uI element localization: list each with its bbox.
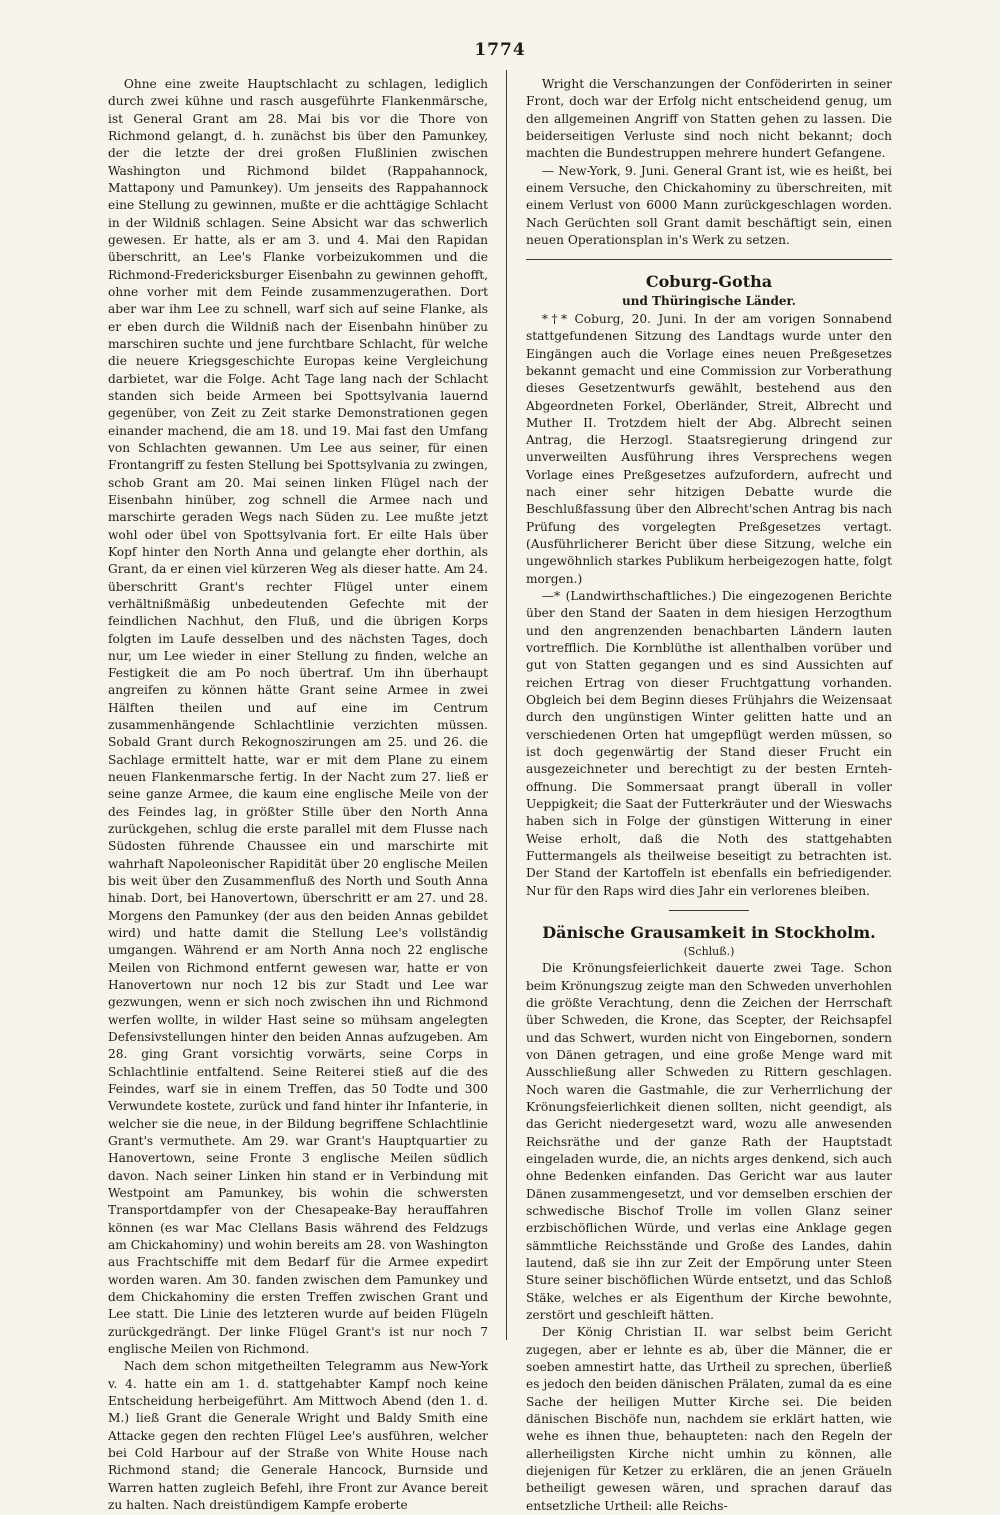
column-divider — [506, 70, 507, 1340]
section-subtitle-danish: (Schluß.) — [683, 945, 735, 959]
section-header-danish — [526, 923, 892, 958]
article-paragraph-grant-continued: Wright die Verschanzungen der Conföderirten in seiner Front, doch war der Erfolg nicht entscheidend genug, um den allgemeinen Angriff von Statten gehen zu lassen. Die beiderseitigen Verluste sind noch nicht bekannt; doch machten die Bundestruppen mehrere hundert Gefangene. — [526, 77, 892, 161]
section-rule-short — [669, 910, 749, 911]
article-paragraph-grant-2: Nach dem schon mitgetheilten Telegramm aus New-York v. 4. hatte ein am 1. d. stattgehabter Kampf noch keine Entscheidung herbeigeführt. Am Mittwoch Abend (den 1. d. M.) ließ Grant die Generale Wright und Baldy Smith eine Attacke gegen den rechten Flügel Lee's ausführen, welcher bei Cold Harbour auf der Straße von White House nach Richmond stand; die Generale Hancock, Burnside und Warren hatten zugleich Befehl, ihre Front zur Avance bereit zu halten. Nach dreistündigem Kampfe eroberte — [108, 1359, 488, 1512]
section-title-coburg: Coburg-Gotha — [645, 272, 773, 292]
article-paragraph-danish-1: Die Krönungsfeierlichkeit dauerte zwei Tage. Schon beim Krönungszug zeigte man den Schweden unverhohlen die größte Verachtung, denn die Zeichen der Herrschaft über Schweden, die Krone, das Scepter, der Reichsapfel und das Schwert, wurden nicht von Eingebornen, sondern von Dänen getragen, und eine große Menge ward mit Ausschließung aller Schweden zu Rittern geschlagen. Noch waren die Gastmahle, die zur Verherrlichung der Krönungsfeierlichkeit dienen sollten, nicht geendigt, als das Gericht niedergesetzt ward, wozu alle anwesenden Reichsräthe und der ganze Rath der Hauptstadt eingeladen wurde, die, an nichts arges denkend, sich auch ohne Bedenken einfanden. Das Gericht war aus lauter Dänen zusammengesetzt, und vor demselben erschien der schwedische Bischof Trolle im vollen Glanz seiner erzbischöflichen Würde, und verlas eine Anklage gegen sämmtliche Reichsstände und Große des Landes, dahin lautend, daß sie ihn zur Zeit der Empörung unter Steen Sture seiner bischöflichen Würde entsetzt, und das Schloß Stäke, welches er als Eigenthum der Kirche bewohnte, zerstört und geschleift hätten. — [526, 961, 892, 1322]
section-subtitle-coburg: und Thüringische Länder. — [622, 294, 796, 309]
left-column — [108, 76, 488, 1514]
article-paragraph-danish-2: Der König Christian II. war selbst beim Gericht zugegen, aber er lehnte es ab, über die Männer, die er soeben amnestirt hatte, das Urtheil zu sprechen, überließ es jedoch den beiden dänischen Prälaten, zumal da es eine Sache der heiligen Mutter Kirche sei. Die beiden dänischen Bischöfe nun, nachdem sie erklärt hatten, wie wehe es ihnen thue, behaupteten: nach den Regeln der allerheiligsten Kirche nicht umhin zu können, alle diejenigen für Ketzer zu erklären, die an jenen Gräueln betheiligt gewesen wären, und sprachen darauf das entsetzliche Urtheil: alle Reichs- — [526, 1325, 892, 1513]
section-title-danish: Dänische Grausamkeit in Stockholm. — [542, 923, 876, 943]
right-column — [526, 76, 892, 1515]
article-paragraph-new-york: — New-York, 9. Juni. General Grant ist, wie es heißt, bei einem Versuche, den Chickahominy zu überschreiten, mit einem Verlust von 6000 Mann zurückgeschlagen worden. Nach Gerüchten soll Grant damit beschäftigt sein, einen neuen Operationsplan in's Werk zu setzen. — [526, 163, 892, 247]
article-paragraph-coburg-1: *†* Coburg, 20. Juni. In der am vorigen Sonnabend stattgefundenen Sitzung des Landtags wurde unter den Eingängen auch die Vorlage eines neuen Preßgesetzes bekannt gemacht und eine Commission zur Vorberathung dieses Gesetzentwurfs gewählt, bestehend aus den Abgeordneten Forkel, Oberländer, Streit, Albrecht und Muther II. Trotzdem hielt der Abg. Albrecht seinen Antrag, die Herzogl. Staatsregierung dringend zur unverweilten Ausführung ihres Versprechens wegen Vorlage eines Preßgesetzes aufzufordern, aufrecht und nach einer sehr hitzigen Debatte wurde die Beschlußfassung über den Albrecht'schen Antrag bis nach Prüfung des vorgelegten Preßgesetzes vertagt. (Ausführlicherer Bericht über diese Sitzung, welche ein ungewöhnlich starkes Publikum herbeigezogen hatte, folgt morgen.) — [526, 311, 892, 586]
page-number: 1774 — [474, 40, 526, 60]
section-rule — [526, 259, 892, 260]
article-paragraph-grant-1: Ohne eine zweite Hauptschlacht zu schlagen, lediglich durch zwei kühne und rasch ausgeführte Flankenmärsche, ist General Grant am 28. Mai bis vor die Thore von Richmond gelangt, d. h. zunächst bis über den Pamunkey, der die letzte der drei großen Flußlinien zwischen Washington und Richmond bildet (Rappahannock, Mattapony und Pamunkey). Um jenseits des Rappahannock eine Stellung zu gewinnen, mußte er die achttägige Schlacht in der Wildniß schlagen. Seine Absicht war das schwerlich gewesen. Er hatte, als er am 3. und 4. Mai den Rapidan überschritt, an Lee's Flanke vorbeizukommen und die Richmond-Fredericksburger Eisenbahn zu gewinnen gehofft, ohne vorher mit dem Feinde zusammenzugerathen. Dort aber war ihm Lee zu schnell, warf sich auf seine Flanke, als er eben durch die Wildniß nach der Eisenbahn hinüber zu marschiren suchte und jene furchtbare Schlacht, für welche die neuere Kriegsgeschichte Europas keine Vergleichung darbietet, war die Folge. Acht Tage lang nach der Schlacht standen sich beide Armeen bei Spottsylvania lauernd gegenüber, von Zeit zu Zeit starke Demonstrationen gegen einander machend, die am 18. und 19. Mai fast den Umfang von Schlachten gewannen. Um Lee aus seiner, für einen Frontangriff zu festen Stellung bei Spottsylvania zu zwingen, schob Grant am 20. Mai seinen linken Flügel nach der Eisenbahn hinüber, zog schnell die Armee nach und marschirte geraden Wegs nach Süden zu. Lee mußte jetzt wohl oder übel von Spottsylvania fort. Er eilte Hals über Kopf hinter den North Anna und gelangte eher dorthin, als Grant, da er einen viel kürzeren Weg als dieser hatte. Am 24. überschritt Grant's rechter Flügel unter einem verhältnißmäßig unbedeutenden Gefechte mit der feindlichen Nachhut, den Fluß, und die übrigen Korps folgten im Laufe desselben und des nächsten Tages, doch nur, um Lee wieder in einer Stellung zu finden, welche an Festigkeit die am Po noch übertraf. Um ihn überhaupt angreifen zu können hätte Grant seine Armee in zwei Hälften theilen und auf eine im Centrum zusammenhängende Schlachtlinie verzichten müssen. Sobald Grant durch Rekognoszirungen am 25. und 26. die Sachlage ermittelt hatte, war er mit dem Plane zu einem neuen Flankenmarsche fertig. In der Nacht zum 27. ließ er seine ganze Armee, die kaum eine englische Meile von der des Feindes lag, in größter Stille über den North Anna zurückgehen, schlug die erste parallel mit dem Flusse nach Südosten führende Chaussee ein und marschirte mit wahrhaft Napoleonischer Rapidität über 20 englische Meilen bis weit über den Zusammenfluß des North und South Anna hinab. Dort, bei Hanovertown, überschritt er am 27. und 28. Morgens den Pamunkey (der aus den beiden Annas gebildet wird) und hatte damit die Stellung Lee's vollständig umgangen. Während er am North Anna noch 22 englische Meilen von Richmond entfernt gewesen war, hatte er von Hanovertown nur noch 12 bis zur Stadt und Lee war gezwungen, wenn er sich noch zwischen ihn und Richmond werfen wollte, in wilder Hast seine so mühsam angelegten Defensivstellungen hinter den beiden Annas aufzugeben. Am 28. ging Grant vorsichtig vorwärts, seine Corps in Schlachtlinie entfaltend. Seine Reiterei stieß auf die des Feindes, warf sie in einem Treffen, das 50 Todte und 300 Verwundete kostete, zurück und fand hinter ihr Infanterie, in welcher sie die neue, in der Bildung begriffene Schlachtlinie Grant's vermuthete. Am 29. war Grant's Hauptquartier zu Hanovertown, seine Fronte 3 englische Meilen südlich davon. Nach seiner Linken hin stand er in Verbindung mit Westpoint am Pamunkey, bis wohin die schwersten Transportdampfer von der Chesapeake-Bay herauffahren können (es war Mac Clellans Basis während des Feldzugs am Chickahominy) und wohin bereits am 28. von Washington aus Frachtschiffe mit dem Bedarf für die Armee expedirt worden waren. Am 30. fanden zwischen dem Pamunkey und dem Chickahominy die ersten Treffen zwischen Grant und Lee statt. Die Linie des letzteren wurde auf beiden Flügeln zurückgedrängt. Der linke Flügel Grant's ist nur noch 7 englische Meilen von Richmond. — [108, 77, 488, 1356]
section-header-coburg — [526, 272, 892, 309]
article-paragraph-coburg-2: —* (Landwirthschaftliches.) Die eingezogenen Berichte über den Stand der Saaten in dem hiesigen Herzogthum und den angrenzenden benachbarten Ländern lauten vortrefflich. Die Kornblüthe ist allenthalben vorüber und gut von Statten gegangen und es sind Aussichten auf reichen Ertrag von dieser Fruchtgattung vorhanden. Obgleich bei dem Beginn dieses Frühjahrs die Weizensaat durch den ungünstigen Winter gelitten hatte und an verschiedenen Orten hat umgepflügt werden müssen, so ist doch gegenwärtig der Stand dieser Frucht ein ausgezeichneter und berechtigt zu der besten Erntehoffnung. Die Sommersaat prangt überall in voller Ueppigkeit; die Saat der Futterkräuter und der Wieswachs haben sich in Folge der günstigen Witterung in einer Weise erholt, daß die Noth des stattgehabten Futtermangels als theilweise beseitigt zu betrachten ist. Der Stand der Kartoffeln ist ebenfalls ein befriedigender. Nur für den Raps wird dies Jahr ein verlorenes bleiben. — [526, 589, 892, 898]
